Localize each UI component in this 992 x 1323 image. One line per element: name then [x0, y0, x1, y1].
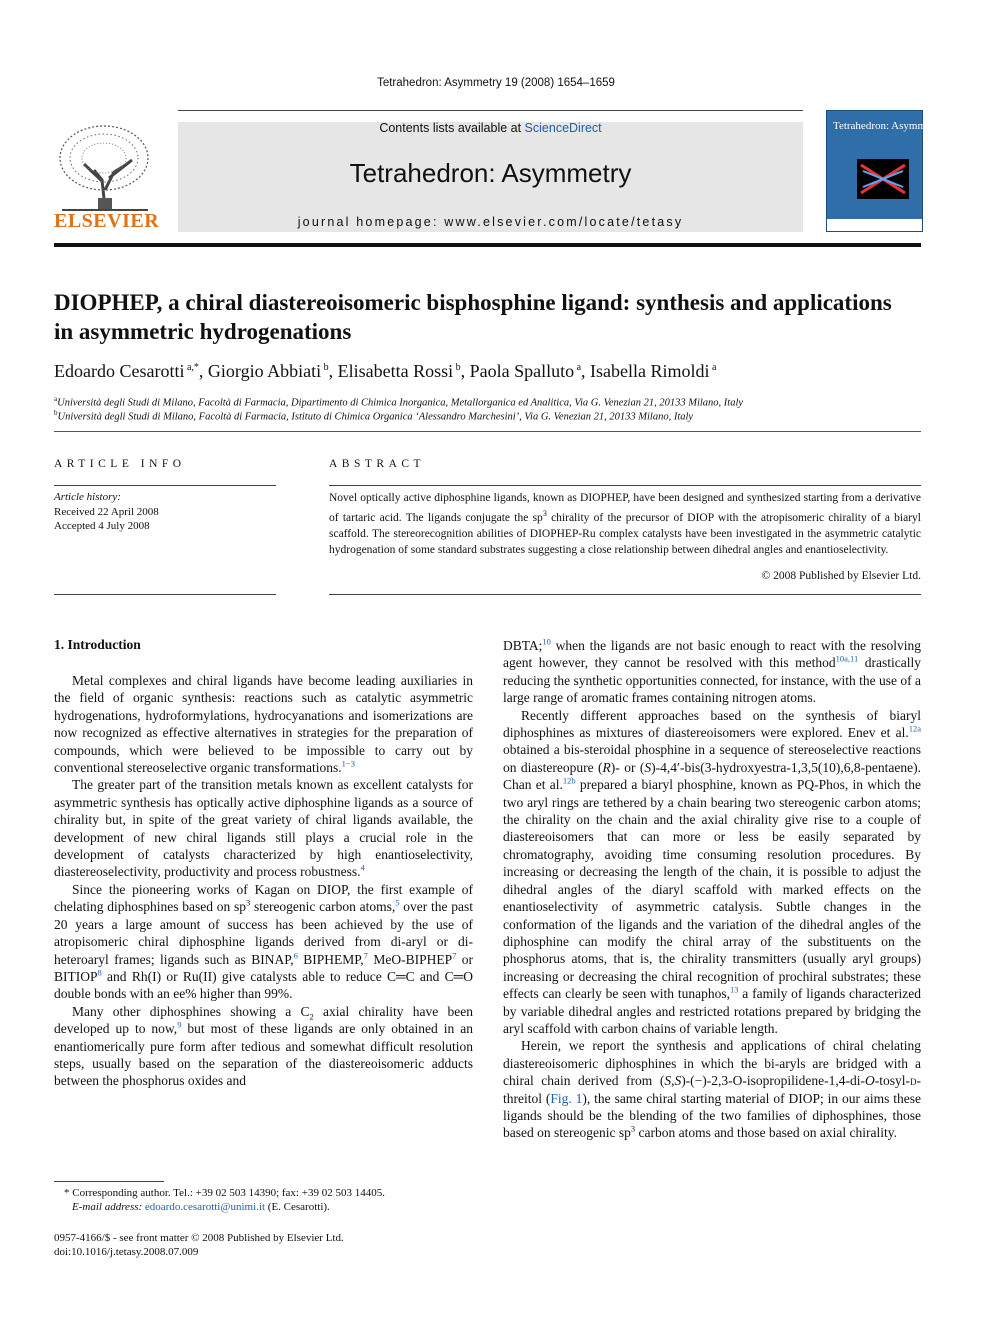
article-history: [54, 490, 276, 534]
footnote: * Corresponding author. Tel.: +39 02 503 14390; fax: +39 02 503 14405. E-mail address: edoardo.cesarotti@unimi.it (E. Cesarotti).: [54, 1186, 473, 1214]
elsevier-wordmark: ELSEVIER: [54, 210, 160, 232]
author-name[interactable]: Paola Spalluto: [469, 361, 575, 381]
affiliation: $^a$Università degli Studi di Milano, Facoltà di Farmacia, Dipartimento di Chimica Inorganica, Metallorganica ed Analitica, Via G. Venezian 21, 20133 Milano, Italy: [54, 395, 744, 409]
abstract-copyright: © 2008 Published by Elsevier Ltd.: [761, 570, 921, 582]
journal-title: Tetrahedron: Asymmetry: [349, 158, 632, 188]
author-list: Edoardo Cesarotti $^{a,*}$, Giorgio Abbiati $^b$, Elisabetta Rossi $^b$, Paola Spalluto $^a$, Isabella Rimoldi $^a$: [54, 361, 717, 381]
body-column-right: DBTA;$^{10}$ when the ligands are not basic enough to react with the resolving agent however, they cannot be resolved with this method$^{10a,11}$ drastically reducing the synthetic opportunities connected, for instance, with the use of a large range of aromatic frames containing nitrogen atoms. Recently different approaches based on the synthesis of biaryl diphosphines as mixtures of diastereoisomers were explored. Enev et al.$^{12a}$ obtained a bis-steroidal phosphine in a sequence of stereoselective reactions on diastereopure (R)- or (S)-4,4′-bis(3-hydroxyestra-1,3,5(10),6,8-pentaene). Chan et al.$^{12b}$ prepared a biaryl phosphine, known as PQ-Phos, in which the two aryl rings are tethered by a chain bearing two stereogenic carbon atoms; the chirality on the chain and the axial chirality give rise to a couple of diastereoisomers that can more or less be easily separated by chromatography, avoiding time consuming resolution procedures. By increasing or decreasing the length of the chain, it is possible to adjust the dihedral angles of the diaryl scaffold with marked effects on the enantioselectivity of asymmetric catalysis. Subtle changes in the conformation of the ligands and the variation of the dihedral angles of the diphosphine can modify the chiral array of the substituents on the phosphorus atoms, that is, the chirality transmitters (usually aryl groups) increasing or decreasing the chiral recognition of prochiral substrates; these effects can clearly be seen with tunaphos,$^{13}$ a family of ligands characterized by variable dihedral angles and restricted rotations prepared by bridging the aryl scaffold with carbon chains of variable length. Herein, we report the synthesis and applications of chiral chelating diastereoisomeric diphosphines in which the bi-aryls are bridged with a chiral chain derived from (S,S)-(−)-2,3-O-isopropilidene-1,4-di-O-tosyl-d-threitol (Fig. 1), the same chiral starting material of DIOP; in our aims these ligands should be the blending of the two families of diphosphines, those based on stereogenic $sp^3$ carbon atoms and those based on axial chirality.: [503, 636, 921, 1141]
divider: [54, 594, 276, 595]
divider: [54, 431, 921, 432]
header-rule: [178, 110, 803, 111]
contents-line: Contents lists available at ScienceDirect: [379, 121, 602, 135]
author-name[interactable]: Edoardo Cesarotti: [54, 361, 185, 381]
affiliation: $^b$Università degli Studi di Milano, Facoltà di Farmacia, Istituto di Chimica Organica ‘Alessandro Marchesini’, Via G. Venezian 21, 20133 Milano, Italy: [54, 409, 694, 423]
sciencedirect-link[interactable]: ScienceDirect: [524, 121, 602, 135]
journal-citation: Tetrahedron: Asymmetry 19 (2008) 1654–1659: [377, 77, 615, 89]
email-link[interactable]: edoardo.cesarotti@unimi.it: [144, 1201, 266, 1213]
author-name[interactable]: Isabella Rimoldi: [590, 361, 710, 381]
abstract-heading: ABSTRACT: [329, 458, 426, 470]
divider: [54, 485, 276, 486]
front-matter: [54, 1231, 473, 1259]
history-label: Article history:: [54, 491, 121, 503]
footnote-rule: [54, 1181, 164, 1182]
issn-line: 0957-4166/$ - see front matter © 2008 Published by Elsevier Ltd.: [54, 1232, 344, 1244]
received-date: Received 22 April 2008: [54, 505, 159, 518]
abstract-body: Novel optically active diphosphine ligands, known as DIOPHEP, have been designed and synthesized starting from a derivative of tartaric acid. The ligands conjugate the $sp^3$ chirality of the precursor of DIOP with the atropisomeric chirality of a biaryl scaffold. The stereorecognition abilities of DIOPHEP-Ru complex catalysts have been investigated in the asymmetric catalytic hydrogenation of some standard substrates suggesting a close relationship between dihedral angles and enantioselectivity.: [329, 492, 921, 556]
author-name[interactable]: Giorgio Abbiati: [207, 361, 322, 381]
accepted-date: Accepted 4 July 2008: [54, 520, 150, 532]
journal-cover-image: [826, 110, 944, 232]
journal-homepage[interactable]: journal homepage: www.elsevier.com/locate/tetasy: [297, 215, 684, 229]
section-heading: 1. Introduction: [54, 637, 141, 652]
divider: [329, 594, 921, 595]
article-info-heading: ARTICLE INFO: [54, 458, 186, 470]
divider: [329, 485, 921, 486]
doi-line[interactable]: doi:10.1016/j.tetasy.2008.07.009: [54, 1246, 199, 1258]
body-column-left: Metal complexes and chiral ligands have become leading auxiliaries in the field of organic synthesis: reactions such as catalytic asymmetric hydrogenations, hydroformylations, hydrocyanations and isomerizations are now recognized as effective alternatives in strategies for the preparation of compounds, which were believed to be impossible to carry out by conventional stereoselective organic transformations.$^{1-3}$ The greater part of the transition metals known as excellent catalysts for asymmetric synthesis has optically active diphosphine ligands as a source of chirality but, in spite of the great variety of chiral ligands available, the development of new chiral ligands still plays a crucial role in the development of catalysts characterized by high enantioselectivity, diastereoselectivity, productivity and process robustness.$^4$ Since the pioneering works of Kagan on DIOP, the first example of chelating diphosphines based on $sp^3$ stereogenic carbon atoms,$^5$ over the past 20 years a large amount of success has been achieved by the use of atropisomeric chiral diphosphine ligands derived from di-aryl or di-heteroaryl frames; ligands such as BINAP,$^6$ BIPHEMP,$^7$ MeO-BIPHEP$^7$ or BITIOP$^8$ and Rh(I) or Ru(II) give catalysts able to reduce C═C and C═O double bonds with an ee% higher than 99%. Many other diphosphines showing a $C_2$ axial chirality have been developed up to now,$^9$ but most of these ligands are only obtained in an enantiomerically pure form after tedious and somewhat difficult resolution steps, usually based on the separation of the diastereoisomeric adducts between the phosphorus oxides and: [54, 673, 473, 1089]
article-title: DIOPHEP, a chiral diastereoisomeric bisphosphine ligand: synthesis and applications in asymmetric hydrogenations: [54, 290, 892, 344]
author-name[interactable]: Elisabetta Rossi: [337, 361, 454, 381]
header-thick-rule: [54, 243, 921, 247]
cover-title: Tetrahedron: Asymmetry: [833, 120, 944, 132]
corresponding-author-note: * Corresponding author. Tel.: +39 02 503 14390; fax: +39 02 503 14405.: [64, 1187, 385, 1199]
journal-header-box: [178, 122, 803, 232]
